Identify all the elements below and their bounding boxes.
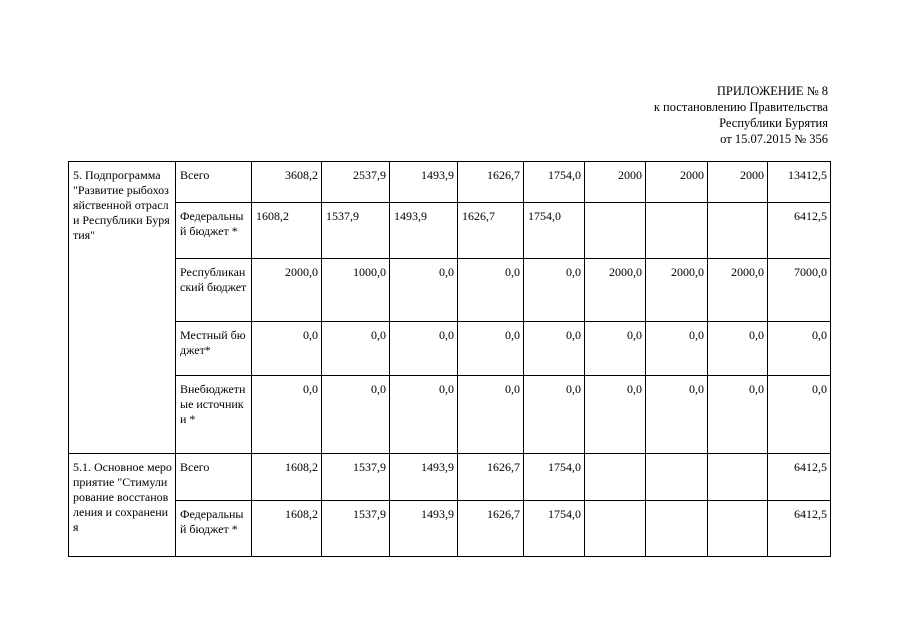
- value-cell: 0,0: [708, 322, 768, 376]
- value-cell: 1626,7: [458, 203, 524, 259]
- value-cell: [646, 203, 708, 259]
- value-cell: 1000,0: [322, 259, 390, 322]
- total-cell: 7000,0: [768, 259, 831, 322]
- value-cell: 1608,2: [252, 501, 322, 557]
- value-cell: 3608,2: [252, 162, 322, 203]
- value-cell: 0,0: [252, 322, 322, 376]
- appendix-subtitle-line: к постановлению Правительства: [653, 100, 828, 114]
- value-cell: 1626,7: [458, 454, 524, 501]
- value-cell: 0,0: [322, 322, 390, 376]
- value-cell: [585, 203, 646, 259]
- value-cell: 0,0: [390, 376, 458, 454]
- funding-source-cell: Федеральный бюджет *: [176, 203, 252, 259]
- value-cell: 0,0: [390, 259, 458, 322]
- value-cell: [708, 203, 768, 259]
- value-cell: 1608,2: [252, 203, 322, 259]
- appendix-title: ПРИЛОЖЕНИЕ № 8: [716, 84, 828, 98]
- table-row: [69, 162, 831, 203]
- program-name-cell: 5. Подпрограмма "Развитие рыбохозяйственной отрасли Республики Бурятия": [69, 162, 176, 454]
- appendix-date-line: от 15.07.2015 № 356: [720, 132, 828, 146]
- value-cell: 0,0: [646, 322, 708, 376]
- value-cell: 0,0: [524, 259, 585, 322]
- total-cell: 6412,5: [768, 501, 831, 557]
- value-cell: [708, 501, 768, 557]
- value-cell: 0,0: [646, 376, 708, 454]
- total-cell: 6412,5: [768, 454, 831, 501]
- value-cell: 1626,7: [458, 162, 524, 203]
- funding-source-cell: Федеральный бюджет *: [176, 501, 252, 557]
- funding-source-cell: Местный бюджет*: [176, 322, 252, 376]
- value-cell: 0,0: [390, 322, 458, 376]
- total-cell: 6412,5: [768, 203, 831, 259]
- value-cell: 2537,9: [322, 162, 390, 203]
- value-cell: 0,0: [458, 376, 524, 454]
- funding-source-cell: Республиканский бюджет: [176, 259, 252, 322]
- value-cell: 1754,0: [524, 454, 585, 501]
- total-cell: 0,0: [768, 376, 831, 454]
- table-row: [69, 259, 831, 322]
- value-cell: [708, 454, 768, 501]
- value-cell: 0,0: [708, 376, 768, 454]
- appendix-subtitle-line: Республики Бурятия: [719, 116, 828, 130]
- appendix-header: [654, 83, 828, 147]
- value-cell: 0,0: [524, 376, 585, 454]
- value-cell: 2000: [585, 162, 646, 203]
- value-cell: [646, 501, 708, 557]
- funding-source-cell: Всего: [176, 454, 252, 501]
- value-cell: 2000,0: [585, 259, 646, 322]
- value-cell: 2000,0: [646, 259, 708, 322]
- value-cell: 0,0: [524, 322, 585, 376]
- table-row: [69, 501, 831, 557]
- table-row: [69, 322, 831, 376]
- value-cell: 0,0: [458, 322, 524, 376]
- funding-source-cell: Всего: [176, 162, 252, 203]
- table-row: [69, 376, 831, 454]
- table-row: [69, 454, 831, 501]
- value-cell: 1537,9: [322, 454, 390, 501]
- total-cell: 13412,5: [768, 162, 831, 203]
- value-cell: 1608,2: [252, 454, 322, 501]
- value-cell: [585, 454, 646, 501]
- value-cell: [646, 454, 708, 501]
- value-cell: 1626,7: [458, 501, 524, 557]
- funding-table: [68, 161, 831, 557]
- value-cell: 0,0: [322, 376, 390, 454]
- value-cell: 2000: [646, 162, 708, 203]
- value-cell: 2000: [708, 162, 768, 203]
- table-row: [69, 203, 831, 259]
- value-cell: 1493,9: [390, 501, 458, 557]
- value-cell: 1754,0: [524, 501, 585, 557]
- value-cell: 1754,0: [524, 162, 585, 203]
- value-cell: 0,0: [252, 376, 322, 454]
- value-cell: 2000,0: [252, 259, 322, 322]
- value-cell: 1493,9: [390, 454, 458, 501]
- value-cell: 0,0: [585, 322, 646, 376]
- total-cell: 0,0: [768, 322, 831, 376]
- program-name-cell: 5.1. Основное мероприятие "Стимулирование восстановления и сохранения: [69, 454, 176, 557]
- value-cell: 1754,0: [524, 203, 585, 259]
- value-cell: [585, 501, 646, 557]
- value-cell: 2000,0: [708, 259, 768, 322]
- value-cell: 1537,9: [322, 501, 390, 557]
- value-cell: 1493,9: [390, 203, 458, 259]
- value-cell: 1537,9: [322, 203, 390, 259]
- value-cell: 0,0: [458, 259, 524, 322]
- value-cell: 1493,9: [390, 162, 458, 203]
- value-cell: 0,0: [585, 376, 646, 454]
- funding-source-cell: Внебюджетные источники *: [176, 376, 252, 454]
